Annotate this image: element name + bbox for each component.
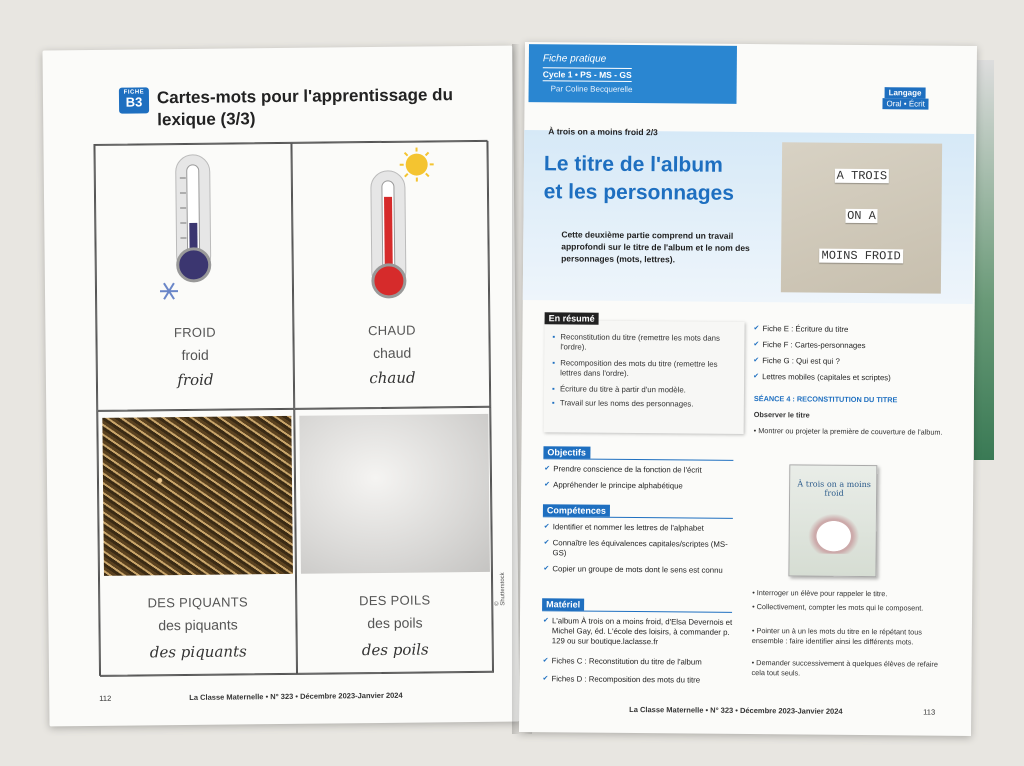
summary-heading: En résumé — [545, 312, 599, 324]
competence-item: ✔ Identifier et nommer les lettres de l'alphabet — [553, 522, 739, 534]
fiche-badge — [119, 87, 149, 113]
competence-item: ✔ Copier un groupe de mots dont le sens est connu — [552, 564, 738, 576]
word-upper: CHAUD — [367, 322, 416, 339]
tile-text: ON A — [847, 208, 876, 224]
badge-label: FICHE — [123, 89, 145, 96]
title-line-2: et les personnages — [543, 180, 735, 205]
divider — [543, 516, 733, 519]
step-text: • Pointer un à un les mots du titre en le répétant tous ensemble : faire identifier ainsi les différents mots. — [751, 626, 923, 647]
album-cover — [788, 464, 877, 577]
domain-badge: Langage — [885, 87, 926, 98]
title-line-1: Le titre de l'album — [543, 152, 723, 177]
word-card-grid — [93, 140, 493, 676]
word-lower: chaud — [372, 344, 412, 362]
objectif-item: ✔ Appréhender le principe alphabétique — [553, 480, 743, 492]
word-card-froid — [94, 143, 294, 411]
page-title — [544, 150, 784, 208]
summary-item: ▪ Écriture du titre à partir d'un modèle. — [560, 384, 738, 396]
objectif-item: ✔ Prendre conscience de la fonction de l'écrit — [553, 464, 743, 476]
white-fur-photo — [299, 414, 490, 574]
hedgehog-spines-photo — [102, 416, 293, 576]
seance-heading: SÉANCE 4 : RECONSTITUTION DU TITRE — [753, 394, 898, 405]
word-lower: froid — [181, 346, 209, 364]
fiche-item: ✔ Fiche F : Cartes-personnages — [762, 340, 952, 352]
step-text: • Demander successivement à quelques élèves de refaire cela tout seuls. — [751, 658, 938, 678]
intro-text: Cette deuxième partie comprend un travail approfondi sur le titre de l'album et le nom des personnages (mots, lettres). — [561, 229, 750, 265]
objectifs-heading: Objectifs — [543, 446, 590, 458]
album-title: À trois on a moins froid — [797, 479, 871, 498]
fiche-item: ✔ Fiche E : Écriture du titre — [762, 324, 952, 336]
competences-heading: Compétences — [543, 504, 610, 517]
word-script: chaud — [369, 368, 416, 388]
magazine-footer: La Classe Maternelle • N° 323 • Décembre 2023-Janvier 2024 — [629, 704, 843, 716]
materiel-fiche-c: ✔ Fiches C : Reconstitution du titre de l'album — [552, 656, 738, 668]
step-text: • Montrer ou projeter la première de couverture de l'album. — [753, 426, 943, 437]
word-card-poils — [294, 407, 494, 675]
word-card-chaud — [291, 141, 491, 409]
tile-text: A TROIS — [836, 168, 888, 184]
word-lower: des poils — [367, 614, 423, 632]
word-script: froid — [177, 370, 214, 390]
materiel-album: ✔ L'album À trois on a moins froid, d'Elsa Devernois et Michel Gay, éd. L'école des loisirs, à commander p. 129 ou sur boutique.laclasse.fr — [552, 616, 738, 648]
word-script: des piquants — [149, 642, 247, 662]
step-text: • Collectivement, compter les mots qui le composent. — [752, 602, 924, 613]
materiel-heading: Matériel — [542, 598, 584, 610]
word-upper: DES POILS — [359, 592, 431, 609]
competence-item: ✔ Connaître les équivalences capitales/scriptes (MS-GS) — [553, 538, 739, 560]
step-text: • Interroger un élève pour rappeler le titre. — [752, 588, 888, 599]
fiche-pratique-band — [528, 44, 736, 104]
fiche-item: ✔ Fiche G : Qui est qui ? — [762, 356, 952, 368]
word-upper: FROID — [173, 324, 216, 341]
fiche-item: ✔ Lettres mobiles (capitales et scriptes) — [762, 372, 952, 384]
tiles-row-3 — [781, 248, 941, 263]
observer-heading: Observer le titre — [753, 410, 810, 420]
tile-text: MOINS FROID — [821, 248, 901, 264]
magazine-footer: La Classe Maternelle • N° 323 • Décembre 2023-Janvier 2024 — [189, 690, 403, 702]
kicker: À trois on a moins froid 2/3 — [548, 126, 658, 138]
divider — [542, 610, 732, 613]
hare-illustration — [804, 509, 864, 554]
page-title: Cartes-mots pour l'apprentissage du lexique (3/3) — [156, 85, 453, 130]
hot-thermometer-icon — [355, 146, 447, 307]
letter-tiles-photo — [781, 142, 942, 293]
summary-item: ▪ Travail sur les noms des personnages. — [560, 398, 738, 410]
word-script: des poils — [361, 640, 429, 660]
page-edge — [974, 60, 994, 460]
band-author: Par Coline Becquerelle — [550, 84, 633, 94]
page-number: 113 — [923, 707, 936, 717]
band-cycle: Cycle 1 • PS - MS - GS — [542, 69, 632, 80]
summary-item: ▪ Recomposition des mots du titre (remettre les lettres dans l'ordre). — [560, 358, 738, 380]
left-page — [42, 46, 519, 727]
cold-thermometer-icon — [158, 152, 240, 303]
tiles-row-1 — [782, 168, 942, 183]
domain-sub-badge: Oral • Écrit — [882, 98, 928, 109]
tiles-row-2 — [781, 208, 941, 223]
word-card-piquants — [97, 409, 297, 677]
divider — [543, 458, 733, 461]
band-label: Fiche pratique — [542, 53, 607, 65]
materiel-fiche-d: ✔ Fiches D : Recomposition des mots du titre — [551, 674, 737, 686]
word-upper: DES PIQUANTS — [147, 594, 249, 611]
word-lower: des piquants — [158, 616, 238, 634]
page-number: 112 — [99, 693, 112, 703]
summary-item: ▪ Reconstitution du titre (remettre les mots dans l'ordre). — [560, 332, 738, 354]
badge-code: B3 — [125, 94, 143, 110]
photo-credit: © Shutterstock — [494, 572, 507, 606]
right-page — [519, 42, 977, 736]
